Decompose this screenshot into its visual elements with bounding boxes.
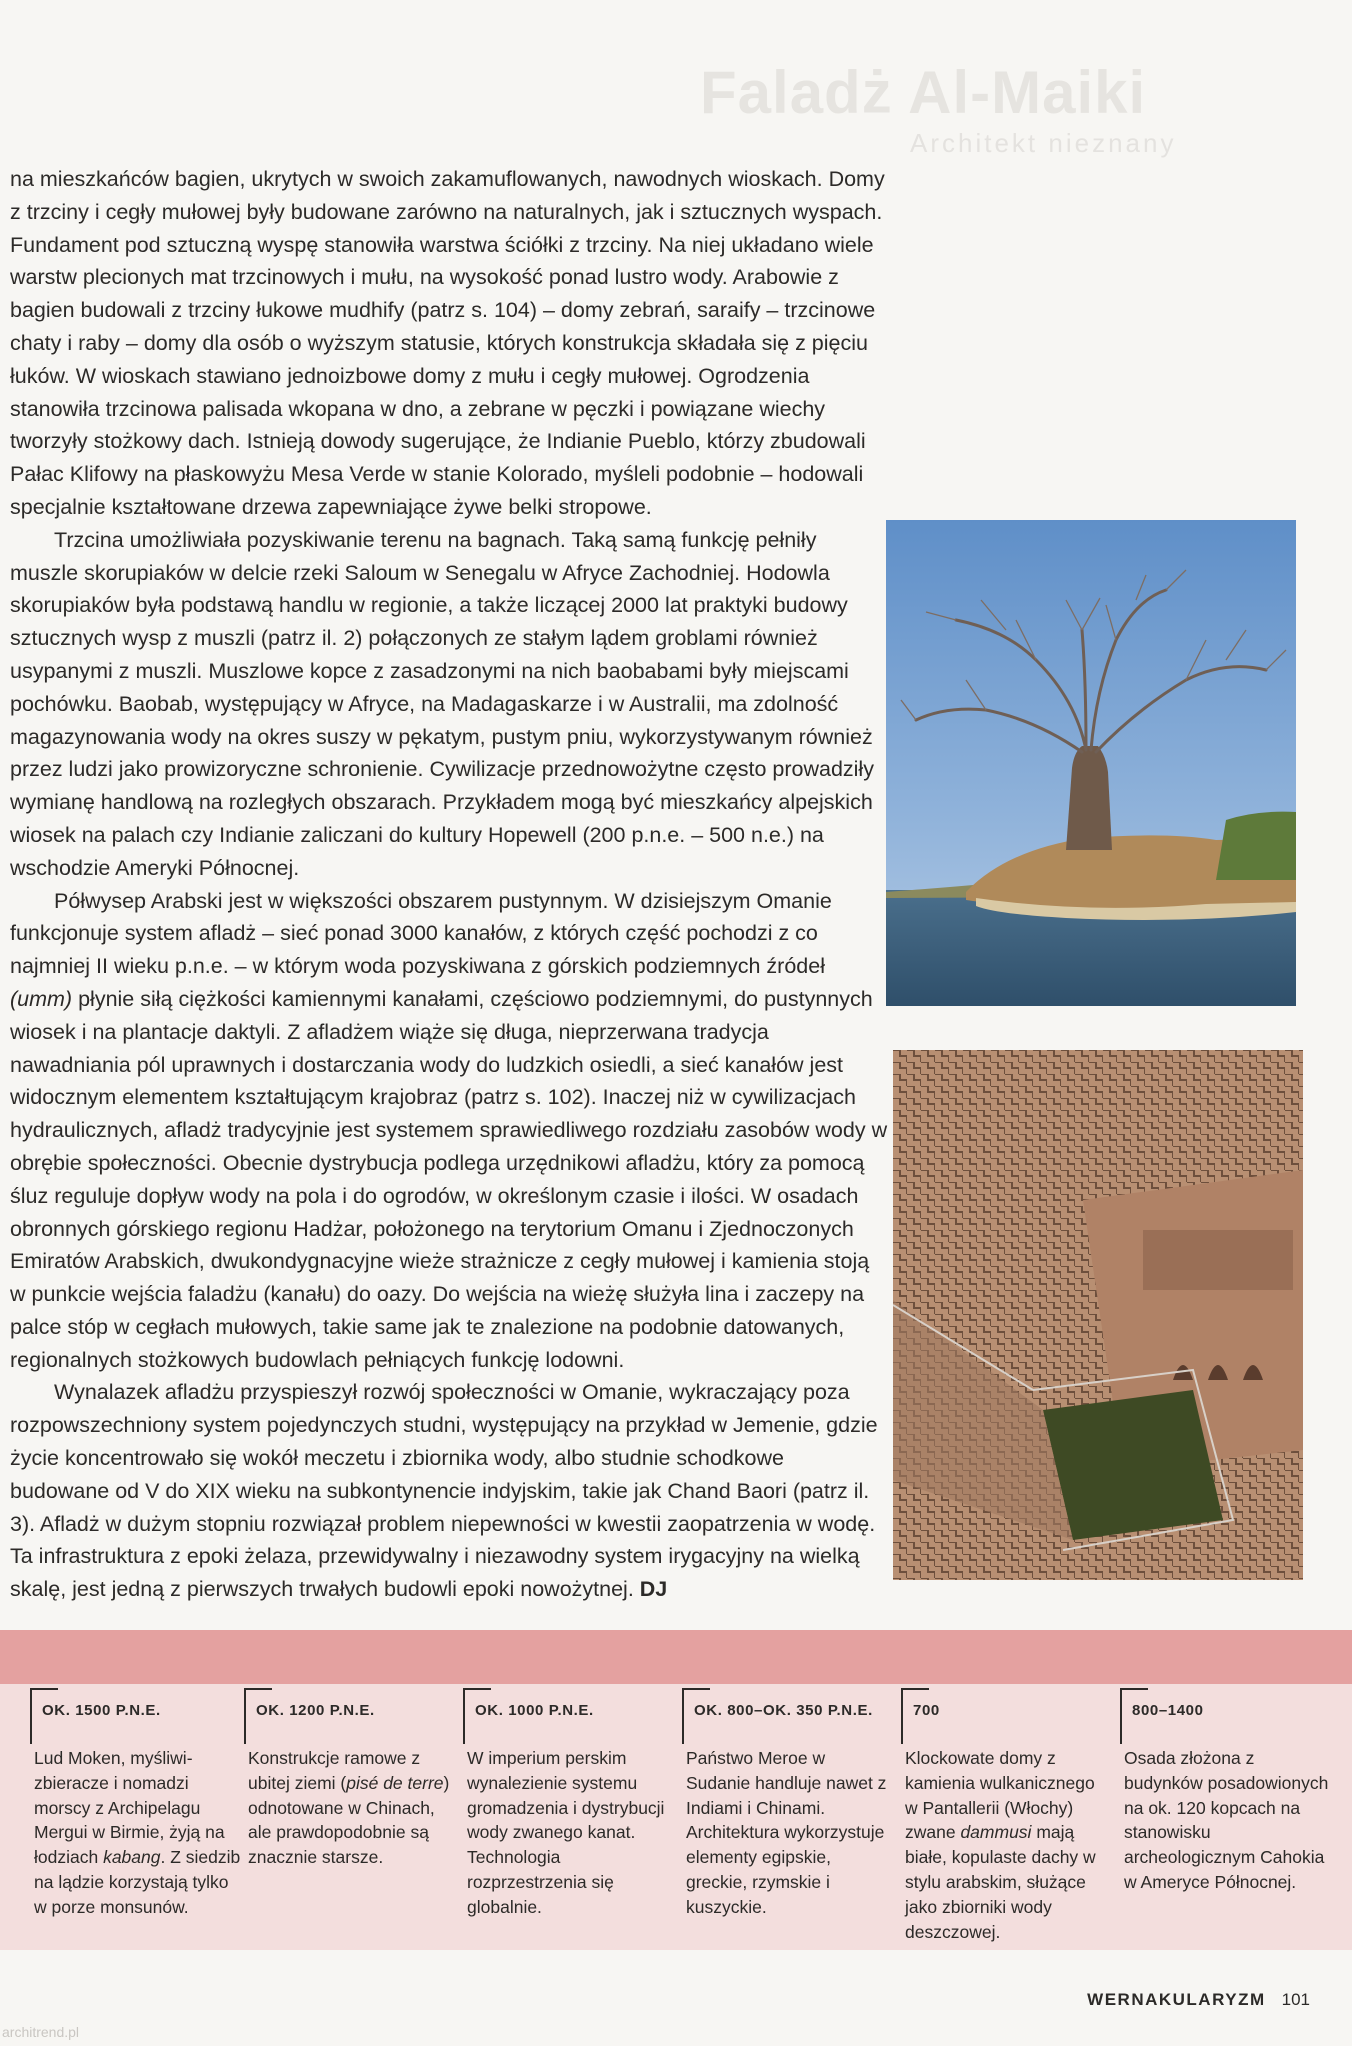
timeline-entry: [901, 1688, 1116, 1944]
paragraph-4: [10, 1376, 888, 1606]
timeline-text: Konstrukcje ramowe z ubitej ziemi (pisé de terre) odnotowane w Chinach, ale prawdopodobnie są znacznie starsze.: [248, 1748, 450, 1868]
timeline-text: Państwo Meroe w Sudanie handluje nawet z Indiami i Chinami. Architektura wykorzystuje elementy egipskie, greckie, rzymskie i kuszyckie.: [686, 1748, 887, 1917]
stepwell-photo: [893, 1050, 1303, 1580]
paragraph-2: Trzcina umożliwiała pozyskiwanie terenu na bagnach. Taką samą funkcję pełniły muszle skorupiaków w delcie rzeki Saloum w Senegalu w Afryce Zachodniej. Hodowla skorupiaków była podstawą handlu w regionie, a także liczącej 2000 lat praktyki budowy sztucznych wysp z muszli (patrz il. 2) połączonych ze stałym lądem groblami również usypanymi z muszli. Muszlowe kopce z zasadzonymi na nich baobabami były miejscami pochówku. Baobab, występujący w Afryce, na Madagaskarze i w Australii, ma zdolność magazynowania wody na okres suszy w pękatym, pustym pniu, wykorzystywanym również przez ludzi jako prowizoryczne schronienie. Cywilizacje przednowożytne często prowadziły wymianę handlową na rozległych obszarach. Przykładem mogą być mieszkańcy alpejskich wiosek na palach czy Indianie zaliczani do kultury Hopewell (200 p.n.e. – 500 n.e.) na wschodzie Ameryki Północnej.: [10, 527, 874, 880]
paragraph-1: na mieszkańców bagien, ukrytych w swoich zakamuflowanych, nawodnych wioskach. Domy z trzciny i cegły mułowej były budowane zarówno na naturalnych, jak i sztucznych wyspach. Fundament pod sztuczną wyspę stanowiła warstwa ściółki z trzciny. Na niej układano wiele warstw plecionych mat trzcinowych i mułu, na wysokość ponad lustro wody. Arabowie z bagien budowali z trzciny łukowe mudhify (patrz s. 104) – domy zebrań, saraify – trzcinowe chaty i raby – domy dla osób o wyższym statusie, których konstrukcja składała się z pięciu łuków. W wioskach stawiano jednoizbowe domy z mułu i cegły mułowej. Ogrodzenia stanowiła trzcinowa palisada wkopana w dno, a zebrane w pęczki i powiązane wiechy tworzyły stożkowy dach. Istnieją dowody sugerujące, że Indianie Pueblo, którzy zbudowali Pałac Klifowy na płaskowyżu Mesa Verde w stanie Kolorado, myśleli podobnie – hodowali specjalnie kształtowane drzewa zapewniające żywe belki stropowe.: [10, 167, 885, 519]
timeline-date: OK. 1000 P.N.E.: [463, 1688, 678, 1720]
timeline-header-band: [0, 1630, 1352, 1684]
timeline-text: W imperium perskim wynalezienie systemu gromadzenia i dystrybucji wody zwanego kanat. Technologia rozprzestrzenia się globalnie.: [467, 1748, 665, 1917]
timeline-text: Lud Moken, myśliwi-zbieracze i nomadzi morscy z Archipelagu Mergui w Birmie, żyją na łodziach kabang. Z siedzib na lądzie korzystają tylko w porze monsunów.: [34, 1748, 241, 1917]
timeline-date: OK. 1200 P.N.E.: [244, 1688, 459, 1720]
watermark: architrend.pl: [2, 2024, 80, 2040]
page-number: 101: [1281, 1990, 1310, 2009]
paragraph-3-part-b: płynie siłą ciężkości kamiennymi kanałami, częściowo podziemnymi, do pustynnych wiosek i na plantacje daktyli. Z afladżem wiąże się długa, nieprzerwana tradycja nawadniania pól uprawnych i dostarczania wody do ludzkich osiedli, a sieć kanałów jest widocznym elementem kształtującym krajobraz (patrz s. 102). Inaczej niż w cywilizacjach hydraulicznych, afladż tradycyjnie jest systemem sprawiedliwego rozdziału zasobów wody w obrębie społeczności. Obecnie dystrybucja podlega urzędnikowi afladżu, który za pomocą śluz reguluje dopływ wody na pola i do ogrodów, w określonym czasie i ilości. W osadach obronnych górskiego regionu Hadżar, położonego na terytorium Omanu i Zjednoczonych Emiratów Arabskich, dwukondygnacyjne wieże strażnicze z cegły mułowej i kamienia stoją w punkcie wejścia faladżu (kanału) do oazy. Do wejścia na wieżę służyła lina i zaczepy na palce stóp w cegłach mułowych, takie same jak te znalezione na podobnie datowanych, regionalnych stożkowych budowlach pełniących funkcję lodowni.: [10, 986, 888, 1372]
bleed-through-title: Faladż Al-Maiki: [700, 59, 1147, 126]
timeline-entry: [244, 1688, 459, 1870]
paragraph-3: [10, 885, 888, 1377]
article-body: [10, 163, 888, 1606]
timeline-date: 700: [901, 1688, 1116, 1720]
timeline-entry: [1120, 1688, 1335, 1895]
section-name: WERNAKULARYZM: [1087, 1990, 1266, 2009]
timeline-text: Klockowate domy z kamienia wulkanicznego w Pantallerii (Włochy) zwane dammusi mają białe, kopulaste dachy w stylu arabskim, służące jako zbiorniki wody deszczowej.: [905, 1748, 1096, 1942]
baobab-photo: [886, 520, 1296, 1006]
paragraph-4-text: Wynalazek afladżu przyspieszył rozwój społeczności w Omanie, wykraczający poza rozpowszechniony system pojedynczych studni, występujący na przykład w Jemenie, gdzie życie koncentrowało się wokół meczetu i zbiornika wody, albo studnie schodkowe budowane od V do XIX wieku na subkontynencie indyjskim, takie jak Chand Baori (patrz il. 3). Afladż w dużym stopniu rozwiązał problem niepewności w kwestii zaopatrzenia w wodę. Ta infrastruktura z epoki żelaza, przewidywalny i niezawodny system irygacyjny na wielką skalę, jest jedną z pierwszych trwałych budowli epoki nowożytnej.: [10, 1380, 878, 1602]
bleed-through-subtitle: Architekt nieznany: [910, 128, 1177, 158]
author-signature: DJ: [639, 1577, 668, 1602]
timeline-entry: [30, 1688, 245, 1920]
timeline-date: 800–1400: [1120, 1688, 1335, 1720]
timeline-entry: [682, 1688, 897, 1920]
page-footer: [1087, 1990, 1310, 2010]
timeline-entry: [463, 1688, 678, 1920]
timeline-date: OK. 800–OK. 350 P.N.E.: [682, 1688, 897, 1720]
paragraph-3-part-a: Półwysep Arabski jest w większości obszarem pustynnym. W dzisiejszym Omanie funkcjonuje system afladż – sieć ponad 3000 kanałów, z których część pochodzi z co najmniej II wieku p.n.e. – w którym woda pozyskiwana z górskich podziemnych źródeł: [10, 888, 832, 979]
timeline-date: OK. 1500 P.N.E.: [30, 1688, 245, 1720]
timeline-text: Osada złożona z budynków posadowionych na ok. 120 kopcach na stanowisku archeologicznym Cahokia w Ameryce Północnej.: [1124, 1748, 1329, 1892]
paragraph-3-emphasis: (umm): [10, 986, 73, 1011]
